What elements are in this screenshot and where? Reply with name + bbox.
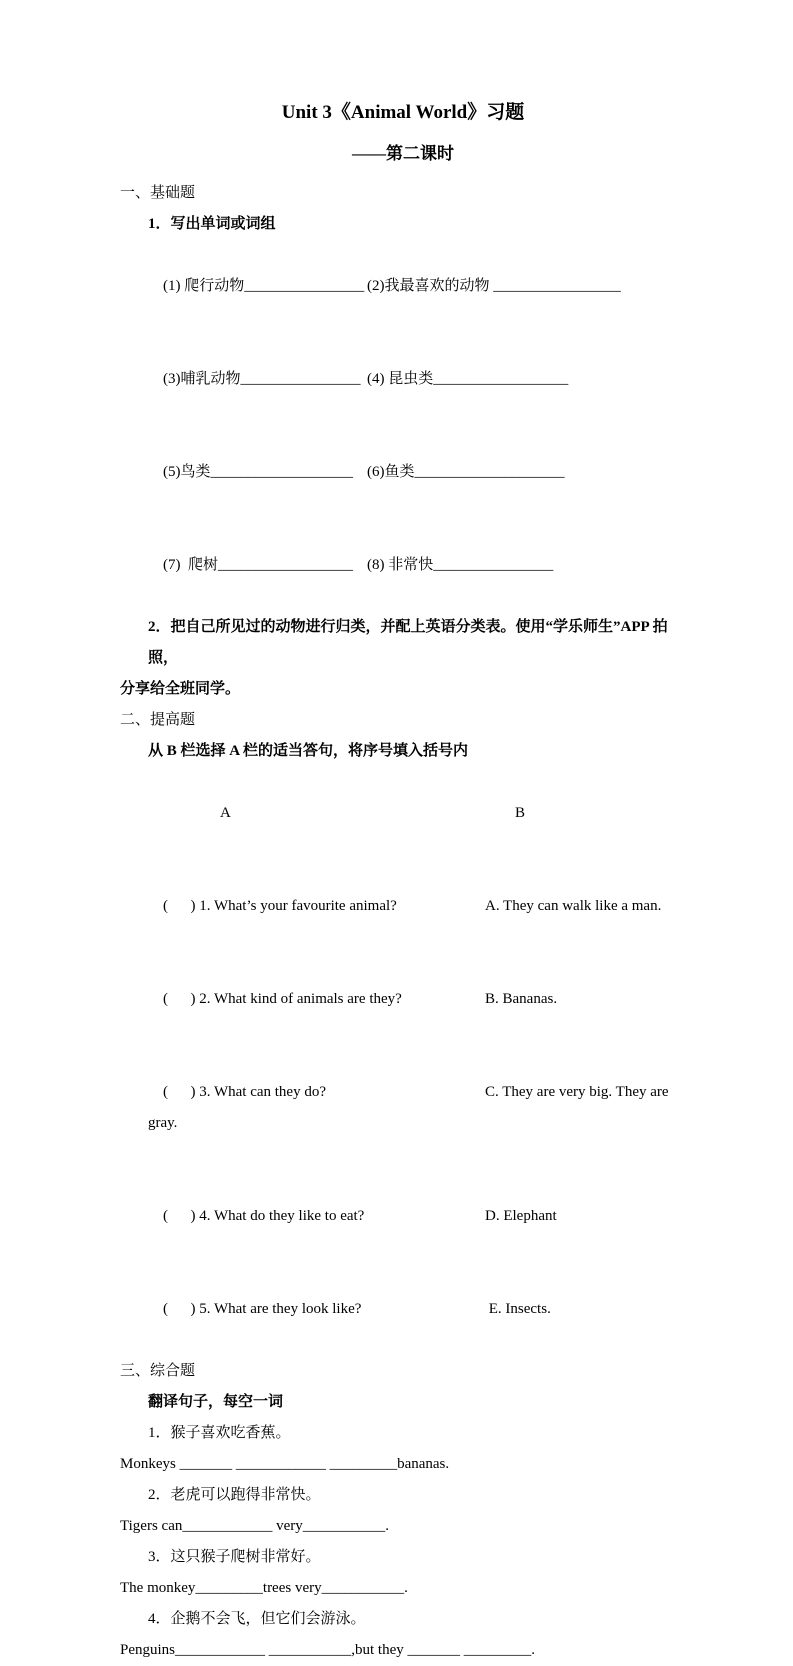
section-comprehensive-heading: 三、综合题 [120,1363,196,1379]
translate-en-2: Tigers can____________ very___________. [120,1518,390,1534]
match-question-2: ( ) 2. What kind of animals are they? [163,991,402,1007]
word-row [120,240,686,333]
match-answer-e: E. Insects. [485,1301,551,1317]
match-answer-d: D. Elephant [485,1208,557,1224]
word-item-8: (8) 非常快________________ [367,557,554,573]
word-item-4: (4) 昆虫类__________________ [367,371,569,387]
match-answer-c: C. They are very big. They are gray. [148,1084,673,1131]
word-row [120,333,686,426]
section-basic-heading: 一、基础题 [120,185,196,201]
match-row [120,1170,686,1263]
match-question-4: ( ) 4. What do they like to eat? [163,1208,365,1224]
translate-en-3: The monkey_________trees very___________. [120,1580,408,1596]
word-item-3: (3)哺乳动物________________ [163,371,361,387]
word-item-1: (1) 爬行动物________________ [163,278,365,294]
basic-q2-line1: 2．把自己所见过的动物进行归类，并配上英语分类表。使用“学乐师生”APP 拍照， [148,619,668,666]
basic-q1-instruction: 1．写出单词或词组 [148,216,276,232]
word-item-2: (2)我最喜欢的动物 _________________ [367,278,621,294]
word-item-7: (7) 爬树__________________ [163,557,353,573]
column-a-header: A [220,805,231,821]
match-row [120,860,686,953]
section-improve-heading: 二、提高题 [120,712,196,728]
match-row [120,1046,686,1170]
word-row [120,426,686,519]
improve-instruction: 从 B 栏选择 A 栏的适当答句，将序号填入括号内 [148,743,469,759]
word-item-6: (6)鱼类____________________ [367,464,565,480]
page-subtitle: ——第二课时 [352,144,454,163]
match-question-1: ( ) 1. What’s your favourite animal? [163,898,397,914]
match-answer-b: B. Bananas. [485,991,558,1007]
match-question-5: ( ) 5. What are they look like? [163,1301,362,1317]
worksheet-page [120,98,686,1666]
word-row [120,519,686,612]
match-answer-a: A. They can walk like a man. [485,898,662,914]
match-row [120,953,686,1046]
basic-q2-line2: 分享给全班同学。 [120,681,241,697]
translate-cn-1: 1．猴子喜欢吃香蕉。 [148,1425,291,1441]
translate-cn-2: 2．老虎可以跑得非常快。 [148,1487,321,1503]
translate-cn-4: 4．企鹅不会飞，但它们会游泳。 [148,1611,366,1627]
translate-en-1: Monkeys _______ ____________ _________bananas. [120,1456,450,1472]
match-row [120,1263,686,1356]
comprehensive-instruction: 翻译句子，每空一词 [148,1394,284,1410]
page-title: Unit 3《Animal World》习题 [281,102,525,123]
match-column-headers [120,767,686,860]
column-b-header: B [515,805,526,821]
translate-cn-3: 3．这只猴子爬树非常好。 [148,1549,321,1565]
match-question-3: ( ) 3. What can they do? [163,1084,327,1100]
word-item-5: (5)鸟类___________________ [163,464,353,480]
translate-en-4: Penguins____________ ___________,but they _______ _________. [120,1642,535,1658]
